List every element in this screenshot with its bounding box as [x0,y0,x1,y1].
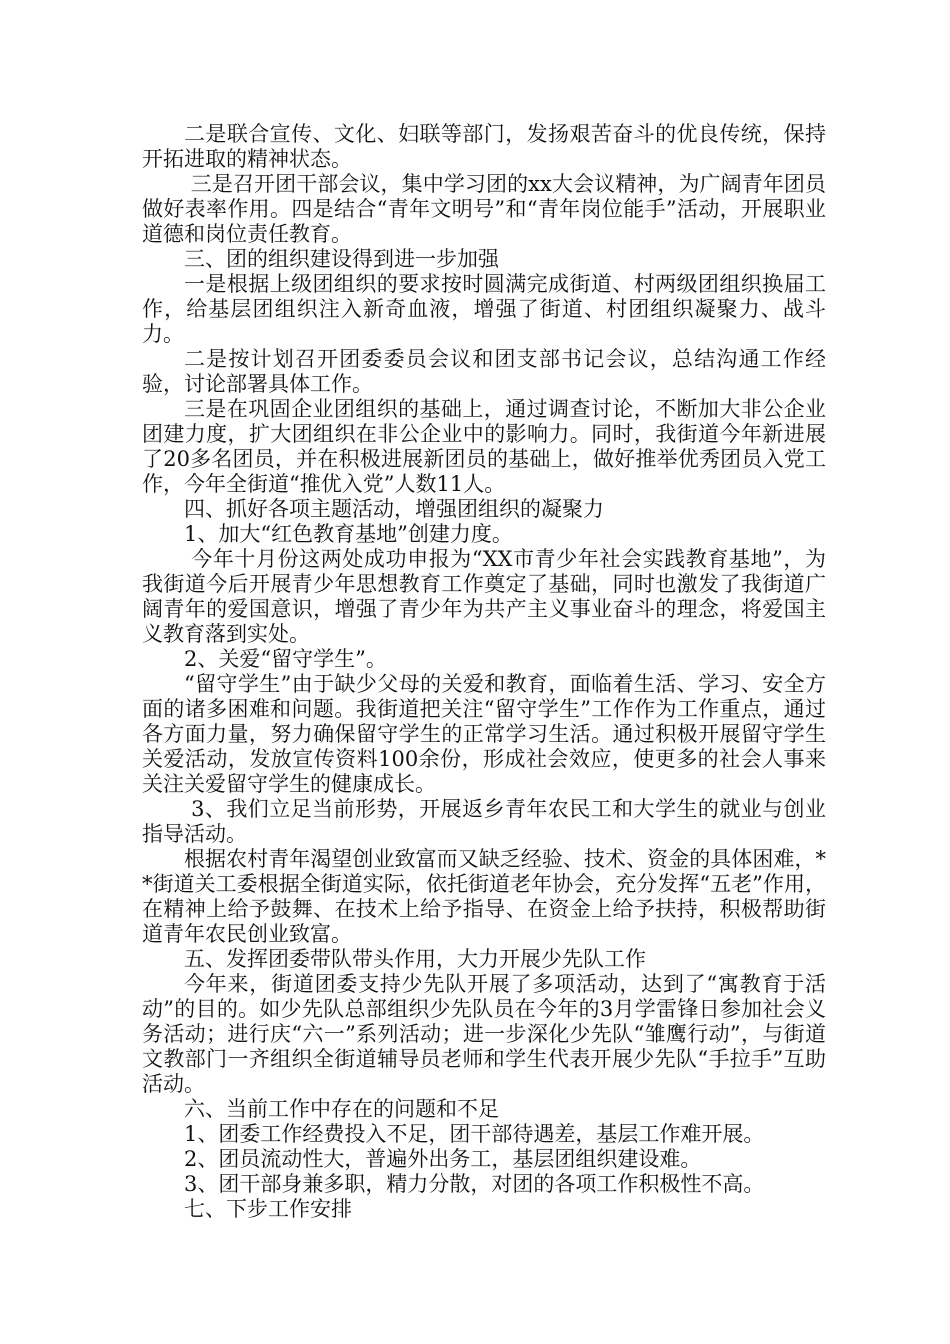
paragraph: “留守学生”由于缺少父母的关爱和教育，面临着生活、学习、安全方面的诸多困难和问题。我街道把关注“留守学生”工作作为工作重点，通过各方面力量，努力确保留守学生的正常学习生活。通过积极开展留守学生关爱活动，发放宣传资料100余份，形成社会效应，使更多的社会人事来关注关爱留守学生的健康成长。 [142,672,826,796]
section-heading: 七、下步工作安排 [184,1197,352,1221]
document-body [142,122,826,1222]
paragraph: 一是根据上级团组织的要求按时圆满完成街道、村两级团组织换届工作，给基层团组织注入新奇血液，增强了街道、村团组织凝聚力、战斗力。 [142,272,826,346]
section-heading: 六、当前工作中存在的问题和不足 [184,1097,499,1121]
subsection-heading: 1、加大“红色教育基地”创建力度。 [184,522,513,546]
subsection-heading: 3、我们立足当前形势，开展返乡青年农民工和大学生的就业与创业指导活动。 [142,797,826,846]
paragraph: 三是召开团干部会议，集中学习团的xx大会议精神，为广阔青年团员做好表率作用。四是结合“青年文明号”和“青年岗位能手”活动，开展职业道德和岗位责任教育。 [142,172,826,246]
subsection-heading: 2、关爱“留守学生”。 [184,647,387,671]
list-item: 1、团委工作经费投入不足，团干部待遇差，基层工作难开展。 [184,1122,765,1146]
paragraph: 今年来，街道团委支持少先队开展了多项活动，达到了“寓教育于活动”的目的。如少先队总部组织少先队员在今年的3月学雷锋日参加社会义务活动；进行庆“六一”系列活动；进一步深化少先队“雏鹰行动”，与街道文教部门一齐组织全街道辅导员老师和学生代表开展少先队“手拉手”互助活动。 [142,972,826,1096]
paragraph: 二是按计划召开团委委员会议和团支部书记会议，总结沟通工作经验，讨论部署具体工作。 [142,347,826,396]
section-heading: 四、抓好各项主题活动，增强团组织的凝聚力 [184,497,604,521]
list-item: 2、团员流动性大，普遍外出务工，基层团组织建设难。 [184,1147,702,1171]
paragraph: 今年十月份这两处成功申报为“XX市青少年社会实践教育基地”，为我街道今后开展青少年思想教育工作奠定了基础，同时也激发了我街道广阔青年的爱国意识，增强了青少年为共产主义事业奋斗的理念，将爱国主义教育落到实处。 [142,547,826,646]
paragraph: 三是在巩固企业团组织的基础上，通过调查讨论，不断加大非公企业团建力度，扩大团组织在非公企业中的影响力。同时，我街道今年新进展了20多名团员，并在积极进展新团员的基础上，做好推举优秀团员入党工作，今年全街道“推优入党”人数11人。 [142,397,826,496]
paragraph: 根据农村青年渴望创业致富而又缺乏经验、技术、资金的具体困难，**街道关工委根据全街道实际，依托街道老年协会，充分发挥“五老”作用，在精神上给予鼓舞、在技术上给予指导、在资金上给予扶持，积极帮助街道青年农民创业致富。 [142,847,826,946]
paragraph: 二是联合宣传、文化、妇联等部门，发扬艰苦奋斗的优良传统，保持开拓进取的精神状态。 [142,122,826,171]
section-heading: 三、团的组织建设得到进一步加强 [184,247,499,271]
section-heading: 五、发挥团委带队带头作用，大力开展少先队工作 [184,947,646,971]
list-item: 3、团干部身兼多职，精力分散，对团的各项工作积极性不高。 [184,1172,765,1196]
